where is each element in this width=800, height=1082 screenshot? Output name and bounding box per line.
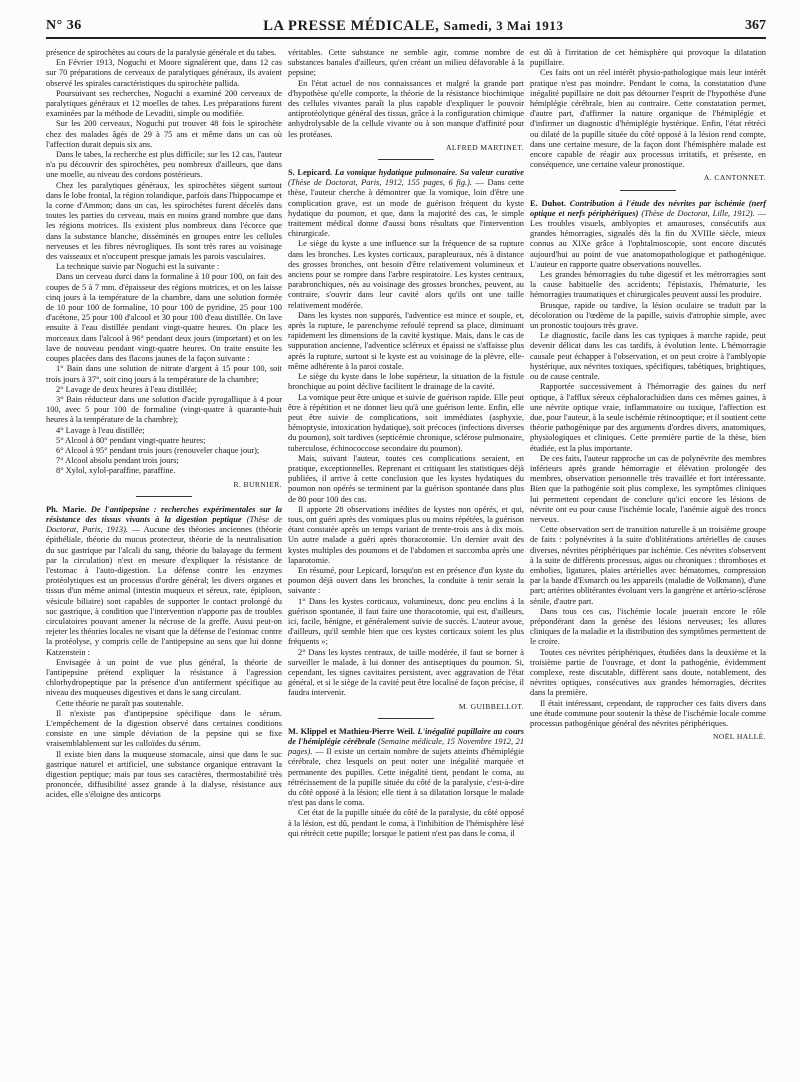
review-source: (Thèse de Doctorat, Paris, 1912, 155 pages, 6 fig.). <box>288 178 473 188</box>
paragraph: Dans les kystes non suppurés, l'adventice est mince et souple, et, après la rupture, le parenchyme refoulé reprend sa place, diminuant rapidement les dimensions de la cavité kystique. Mais, dans le cas de suppuration ancienne, l'adventice scléreux et épaissi ne s'affaisse plus après la rupture, surtout si le kyste est au voisinage de la plèvre, elle-même adhérente à la paroi costale. <box>288 310 524 371</box>
review-title: La vomique hydatique pulmonaire. Sa valeur curative <box>334 168 524 178</box>
paragraph: Cette observation sert de transition naturelle à un troisième groupe de faits : polynévrites à la suite d'oblitérations artérielles de causes diverses, névrites périphériques par ischémie. Ces névrites s'observent à la suite de différents processus, aigus ou chroniques : thromboses et embolies, ligatures, plaies artérielles avec hématomes, compression par la bande d'Esmarch ou les appareils (maladie de Volkmann), d'une part; artérites oblitérantes évoluant vers la gangrène et artério-sclérose sénile, d'autre part. <box>530 525 766 606</box>
paragraph: En l'état actuel de nos connaissances et malgré la grande part d'hypothèse qu'elle comporte, la théorie de la résistance biochimique des cellules vivantes paraît la plus capable d'expliquer le pouvoir antiprotéolytique général des tissus, grâce à la configuration chimique anhydrolysable de la cellule vivante ou à son manque d'affinité pour les protéases. <box>288 78 524 139</box>
review-heading: S. Lepicard. La vomique hydatique pulmonaire. Sa valeur curative (Thèse de Doctorat, Paris, 1912, 155 pages, 6 fig.). — Dans cette thèse, l'auteur cherche à démontrer que la vomique, loin d'être une complication grave, est un mode de guérison fréquent du kyste hydatique du poumon, et que, dans la majorité des cas, le simple traitement médical donne d'aussi bons résultats que l'intervention chirurgicale. <box>288 168 524 239</box>
paragraph: La technique suivie par Noguchi est la suivante : <box>56 262 220 272</box>
paragraph: 2° Dans les kystes centraux, de taille modérée, il faut se borner à surveiller le malade, à lui donner des antiseptiques du poumon. Si, cependant, les signes cavitaires persistent, avec aggravation de l'état général, et si le siège de la cavité peut être localisé de façon précise, il faudra intervenir. <box>288 647 524 698</box>
section-divider <box>136 496 193 497</box>
review-author: S. Lepicard. <box>288 168 333 178</box>
procedure-step: 7° Alcool absolu pendant trois jours; <box>56 456 179 466</box>
review-signature: ALFRED MARTINET. <box>446 142 524 152</box>
review-source: (Thèse de Doctorat, Lille, 1912). <box>641 208 755 218</box>
section-divider <box>620 190 677 191</box>
paragraph: Toutes ces névrites périphériques, étudiées dans la deuxième et la troisième partie de l'ouvrage, et dont la pathogénie, évidemment complexe, reste discutable, diffèrent sans doute, notablement, des névrites optiques, consécutives aux grandes hémorragies, décrites dans la première. <box>530 647 766 698</box>
paragraph: Il existe bien dans la muqueuse stomacale, ainsi que dans le suc gastrique naturel et artificiel, une substance organique entravant la digestion peptique; mais par tous ses caractères, thermostabilité très prononcée, diffusibilité assez grande à la dialyse, résistance aux acides, elle s'éloigne des anticorps <box>46 749 282 800</box>
procedure-step: 4° Lavage à l'eau distillée; <box>56 425 145 435</box>
paragraph: Poursuivant ses recherches, Noguchi a examiné 200 cerveaux de paralytiques généraux et 12 moelles de tabes. Les préparations furent examinées par la méthode de Levaditi, simple ou modifiée. <box>46 88 282 119</box>
paragraph: En Février 1913, Noguchi et Moore signalèrent que, dans 12 cas sur 70 préparations de cerveaux de paralytiques généraux, ils avaient observé les spirales caractéristiques du spirochète pallida. <box>46 58 282 88</box>
paragraph: Le siège du kyste dans le lobe supérieur, la situation de la fistule bronchique au point déclive facilitent le drainage de la cavité. <box>288 372 524 392</box>
review-signature: A. CANTONNET. <box>703 173 766 183</box>
review-text: Il existe un certain nombre de sujets atteints d'hémiplégie cérébrale, chez lesquels on peut noter une inégalité marquée et permanente des pupilles. Cette inégalité tient, pendant le coma, au rétrécissement de la pupille située du côté de la paralysie, c'est-à-dire du côté opposé à la lésion; elle tient à sa dilatation lorsque le malade n'est pas dans le coma. <box>288 747 524 808</box>
paragraph: Il apporte 28 observations inédites de kystes non opérés, et qui, tous, ont guéri après des vomiques plus ou moins répétées, la guérison étant constatée après un temps variant de trente-trois ans à dix mois. Un autre malade a guéri après thoracotomie. Un dernier avait des kystes multiples des poumons et de l'abdomen et succomba après une laparotomie. <box>288 504 524 565</box>
procedure-step: 6° Alcool à 95° pendant trois jours (renouveler chaque jour); <box>56 445 260 455</box>
paragraph: Il n'existe pas d'antipepsine spécifique dans le sérum. L'empêchement de la digestion observé dans certaines conditions consiste en une simple déviation de la pepsine qui se fixe vraisemblablement sur les colloïdes du sérum. <box>46 708 282 749</box>
paragraph: Dans un cerveau durci dans la formaline à 10 pour 100, on fait des coupes de 5 à 7 mm. d'épaisseur des régions motrices, et on les laisse cinq jours à la température de la chambre, dans une solution formée de 10 pour 100 de formaline, 10 pour 100 de pyridine, 25 pour 100 d'acétone, 25 pour 100 d'alcool et 30 pour 100 d'eau distillée. On lave ensuite à l'eau distillée pendant vingt-quatre heures. On place les morceaux dans l'alcool à 96° pendant deux jours (important) et on les lave de nouveau pendant vingt-quatre heures. On traite ensuite les coupes placées dans des flacons jaunes de la façon suivante : <box>46 272 282 364</box>
review-title: L'inégalité pupillaire au cours de l'hémiplégie cérébrale <box>288 726 525 746</box>
paragraph: est dû à l'irritation de cet hémisphère qui provoque la dilatation pupillaire. <box>530 48 766 68</box>
paragraph: Envisagée à un point de vue plus général, la théorie de l'antipepsine prétend expliquer la résistance à l'agression chlorhydropeptique par la présence d'un antiferment spécifique au niveau des muqueuses digestives et dans le sang circulant. <box>46 657 282 698</box>
paragraph: Le diagnostic, facile dans les cas typiques à marche rapide, peut devenir délicat dans les cas tardifs, à évolution lente. L'hémorragie causale peut échapper à l'observation, et on peut croire à l'amblyopie hystérique, aux névrites toxiques, spécifiques, tabétiques, brightiques, ou de cause centrale. <box>530 331 766 382</box>
review-source: (Thèse de Doctorat, Paris, 1913). <box>46 514 282 535</box>
paragraph: Chez les paralytiques généraux, les spirochètes siègent surtout dans le lobe frontal, la région rolandique, parfois dans l'hippocampe et la corne d'Ammon; dans un cas, les spirochètes furent décelés dans toutes les parties du cerveau, mais en moins grand nombre que dans les régions motrices. Ils existent plus nombreux dans l'écorce que dans la substance blanche, disséminés en groupes entre les cellules nerveuses et les fibres névrogliques. Ils sont très rares au voisinage des vaisseaux et n'occupent presque jamais les parois vasculaires. <box>46 180 282 262</box>
issue-number: N° 36 <box>46 18 82 33</box>
section-divider <box>378 718 435 719</box>
column-2 <box>288 48 524 839</box>
review-text: Dans cette thèse, l'auteur cherche à démontrer que la vomique, loin d'être une complication grave, est un mode de guérison fréquent du kyste hydatique du poumon, et que, dans la majorité des cas, le simple traitement médical donne d'aussi bons résultats que l'intervention chirurgicale. <box>288 178 524 239</box>
paragraph: La vomique peut être unique et suivie de guérison rapide. Elle peut être à répétition et ne donner lieu qu'à une guérison lente. Enfin, elle peut être suivie de complications, soit immédiates (asphyxie, hémoptysie, intoxication hydatique), soit précoces (infections diverses du poumon), soit tardives (septicémie chronique, sclérose pulmonaire, tuberculose, échinococcose secondaire du poumon). <box>288 392 524 453</box>
review-heading: Ph. Marie. De l'antipepsine : recherches expérimentales sur la résistance des tissus vivants à la digestion peptique (Thèse de Doctorat, Paris, 1913). — Aucune des théories anciennes (théorie épithéliale, théorie du mucus protecteur, théorie de la neutralisation du suc gastrique par l'alcali du sang, théorie du balayage du ferment par la circulation) n'est en mesure d'expliquer la résistance de l'estomac à l'auto-digestion. La défense contre les enzymes protéolytiques est un processus d'ordre général; les divers organes et tissus d'un même animal (intestin muqueux et séreux, rate, épiploon, vésicule biliaire) sont capables de supporter le contact prolongé du suc gastrique, à condition que l'intervention n'apporte pas de troubles circulatoires pouvant amener la nécrose de la greffe. Aussi peut-on rejeter les théories locales ne visant que la défense de l'estomac contre la protéolyse, y compris celle de l'antipepsine au sens que lui donne Katzenstein : <box>46 504 282 657</box>
procedure-step: 1° Bain dans une solution de nitrate d'argent à 15 pour 100, soit trois jours à 37°, soit cinq jours à la température de la chambre; <box>46 364 282 384</box>
paragraph: Dans le tabes, la recherche est plus difficile; sur les 12 cas, l'auteur n'a pu découvrir des spirochètes, peu nombreux d'ailleurs, que dans une moelle, au niveau des cordons postérieurs. <box>46 150 282 180</box>
paragraph: Dans tous ces cas, l'ischémie locale jouerait encore le rôle prépondérant dans la genèse des lésions nerveuses; les allures cliniques de la maladie et la distribution des symptômes permettent de le croire. <box>530 606 766 647</box>
review-text: Les troubles visuels, amblyopies et amauroses, consécutifs aux grandes hémorragies, signalés dès la fin du XVIIIe siècle, mieux connus au XIXe grâce à l'ophtalmoscopie, sont encore discutés aujourd'hui au point de vue anatomopathologique et pathogénique. L'auteur en rapporte quatre observations nouvelles. <box>530 219 766 269</box>
paragraph: Le siège du kyste a une influence sur la fréquence de sa rupture dans les bronches. Les kystes corticaux, parapleuraux, nés à distance des grosses bronches, ont besoin d'être relativement volumineux et anciens pour se rompre dans l'arbre respiratoire. Les kystes centraux, parabronchiques, nés au voisinage des grosses bronches, peuvent, au contraire, s'ouvrir dans leur cavité alors qu'ils ont une taille relativement modérée. <box>288 239 524 310</box>
page-number: 367 <box>745 18 766 33</box>
paragraph: Rapportée successivement à l'hémorragie des gaines du nerf optique, à l'afflux séreux céphalorachidien dans ces mêmes gaines, à une névrite optique vraie, inflammatoire ou toxique, l'affection est due, pour l'auteur, à la seule ischémie rétinooptique; et il soutient cette théorie pathogénique par des arguments d'ordres divers, anatomiques, physiologiques et cliniques. Cette première partie de la thèse, bien étudiée, est la plus importante. <box>530 382 766 453</box>
review-text: Aucune des théories anciennes (théorie épithéliale, théorie du mucus protecteur, théorie de la neutralisation du suc gastrique par l'alcali du sang, théorie du balayage du ferment par la circulation) n'est en mesure d'expliquer la résistance de l'estomac à l'auto-digestion. La défense contre les enzymes protéolytiques est un processus d'ordre général; les divers organes et tissus d'un même animal (intestin muqueux et séreux, rate, épiploon, vésicule biliaire) sont capables de supporter le contact prolongé du suc gastrique, à condition que l'intervention n'apporte pas de troubles circulatoires pouvant amener la nécrose de la greffe. Aussi peut-on rejeter les théories locales ne visant que la défense de l'estomac contre la protéolyse, y compris celle de l'antipepsine au sens que lui donne Katzenstein : <box>46 525 282 657</box>
review-signature: M. GUIBBELLOT. <box>458 701 524 711</box>
paragraph: Sur les 200 cerveaux, Noguchi put trouver 48 fois le spirochète chez des malades âgés de 29 à 75 ans et même dans un cas où l'affection durait depuis six ans. <box>46 119 282 149</box>
paragraph: Brusque, rapide ou tardive, la lésion oculaire se traduit par la décoloration ou l'œdème de la papille, suivis d'atrophie simple, avec un pronostic toujours très grave. <box>530 300 766 331</box>
paragraph: En résumé, pour Lepicard, lorsqu'on est en présence d'un kyste du poumon déjà ouvert dans les bronches, la conduite à tenir serait la suivante : <box>288 565 524 596</box>
procedure-step: 8° Xylol, xylol-paraffine, paraffine. <box>56 466 176 476</box>
review-heading: M. Klippel et Mathieu-Pierre Weil. L'inégalité pupillaire au cours de l'hémiplégie cérébrale (Semaine médicale, 15 Novembre 1912, 21 pages). — Il existe un certain nombre de sujets atteints d'hémiplégie cérébrale, chez lesquels on peut noter une inégalité marquée et permanente des pupilles. Cette inégalité tient, pendant le coma, au rétrécissement de la pupille située du côté de la paralysie, c'est-à-dire du côté opposé à la lésion; elle tient à sa dilatation lorsque le malade n'est pas dans le coma. <box>288 726 525 808</box>
paragraph: 1° Dans les kystes corticaux, volumineux, donc peu enclins à la guérison spontanée, il faut faire une thoracotomie, qui est, d'ailleurs, ici, facile, bénigne, et généralement suivie de succès. L'auteur avoue, d'ailleurs, qu'il semble bien que ces kystes corticaux soient les plus fréquents »; <box>288 596 524 647</box>
review-source: (Semaine médicale, 15 Novembre 1912, 21 pages). <box>288 737 525 757</box>
page-header <box>46 15 766 39</box>
paragraph: Cette théorie ne paraît pas soutenable. <box>56 698 184 708</box>
procedure-step: 5° Alcool à 80° pendant vingt-quatre heures; <box>56 435 206 445</box>
review-author: Ph. Marie. <box>46 504 87 514</box>
journal-title <box>263 18 563 35</box>
review-title: Contribution à l'étude des névrites par ischémie (nerf optique et nerfs périphériques) <box>530 198 766 218</box>
column-1 <box>46 48 282 801</box>
paragraph: présence de spirochètes au cours de la paralysie générale et du tabes. <box>46 48 277 57</box>
paragraph: Les grandes hémorragies du tube digestif et les métrorragies sont la cause habituelle des accidents; l'épistaxis, l'hématurie, les hémorragies traumatiques et chirurgicales peuvent aussi les produire. <box>530 270 766 300</box>
review-signature: NOËL HALLÉ. <box>712 732 766 742</box>
paragraph: Il était intéressant, cependant, de rapprocher ces faits divers dans une étude commune pour soutenir la thèse de l'ischémie locale comme processus pathogénique général des névrites périphériques. <box>530 698 766 728</box>
issue-date: Samedi, 3 Mai 1913 <box>443 17 564 33</box>
paragraph: Cet état de la pupille située du côté de la paralysie, du côté opposé à la lésion, est dû, pendant le coma, à l'inhibition de l'hémisphère lésé qui rétrécit cette pupille; lorsque le patient n'est pas dans le coma, il <box>288 808 524 838</box>
paragraph: véritables. Cette substance ne semble agir, comme nombre de substances banales d'ailleurs, qu'en créant un milieu défavorable à la pepsine; <box>288 48 524 78</box>
journal-name: LA PRESSE MÉDICALE, <box>263 17 440 34</box>
procedure-step: 2° Lavage de deux heures à l'eau distillée; <box>56 384 197 394</box>
review-author: M. Klippel et Mathieu-Pierre Weil. <box>288 726 415 736</box>
review-heading: E. Duhot. Contribution à l'étude des névrites par ischémie (nerf optique et nerfs périphériques) (Thèse de Doctorat, Lille, 1912). — Les troubles visuels, amblyopies et amauroses, consécutifs aux grandes hémorragies, signalés dès la fin du XVIIIe siècle, mieux connus au XIXe grâce à l'ophtalmoscopie, sont encore discutés aujourd'hui au point de vue anatomopathologique et pathogénique. L'auteur en rapporte quatre observations nouvelles. <box>530 198 767 269</box>
section-divider <box>378 159 435 160</box>
review-signature: R. BURNIER. <box>233 479 282 489</box>
procedure-step: 3° Bain réducteur dans une solution d'acide pyrogallique à 4 pour 100, avec 5 pour 100 de formaline (vingt-quatre à quarante-huit heures à la température de la chambre); <box>46 394 282 425</box>
paragraph: Mais, suivant l'auteur, toutes ces complications seraient, en pratique, exceptionnelles. Reprenant et critiquant les statistiques déjà publiées, il arrive à cette conclusion que les kystes hydatiques du poumon non opérés se terminent par la guérison spontanée dans plus de 80 pour 100 des cas. <box>288 453 524 504</box>
paragraph: De ces faits, l'auteur rapproche un cas de polynévrite des membres inférieurs après grande hémorragie et élévation prolongée des membres, observation personnelle très travaillée et fort intéressante. Bien que la pathogénie soit plus complexe, les symptômes cliniques lui permettent cependant de conclure qu'ici encore les lésions de névrite ont eu pour cause l'ischémie locale, l'anémie aiguë des troncs nerveux. <box>530 453 766 524</box>
review-author: E. Duhot. <box>530 198 566 208</box>
paragraph: Ces faits ont un réel intérêt physio-pathologique mais leur intérêt pratique n'est pas moindre. Pendant le coma, la constatation d'une inégalité pupillaire ne doit pas détourner l'esprit de l'hypothèse d'une hémiplégie cérébrale, bien au contraire. Cette constatation permet, d'autre part, d'affirmer la nature organique de l'hémiplégie et d'infirmer un diagnostic d'hémiplégie hystérique. Enfin, l'état rétréci ou dilaté de la pupille située du côté opposé à la lésion rend compte, dans une certaine mesure, de la façon dont l'hémisphère malade est encore capable de réagir aux processus irritatifs, et présente, en conséquence, une certaine valeur pronostique. <box>530 68 766 170</box>
column-3 <box>530 48 766 746</box>
review-title: De l'antipepsine : recherches expérimentales sur la résistance des tissus vivants à la digestion peptique <box>46 504 282 524</box>
